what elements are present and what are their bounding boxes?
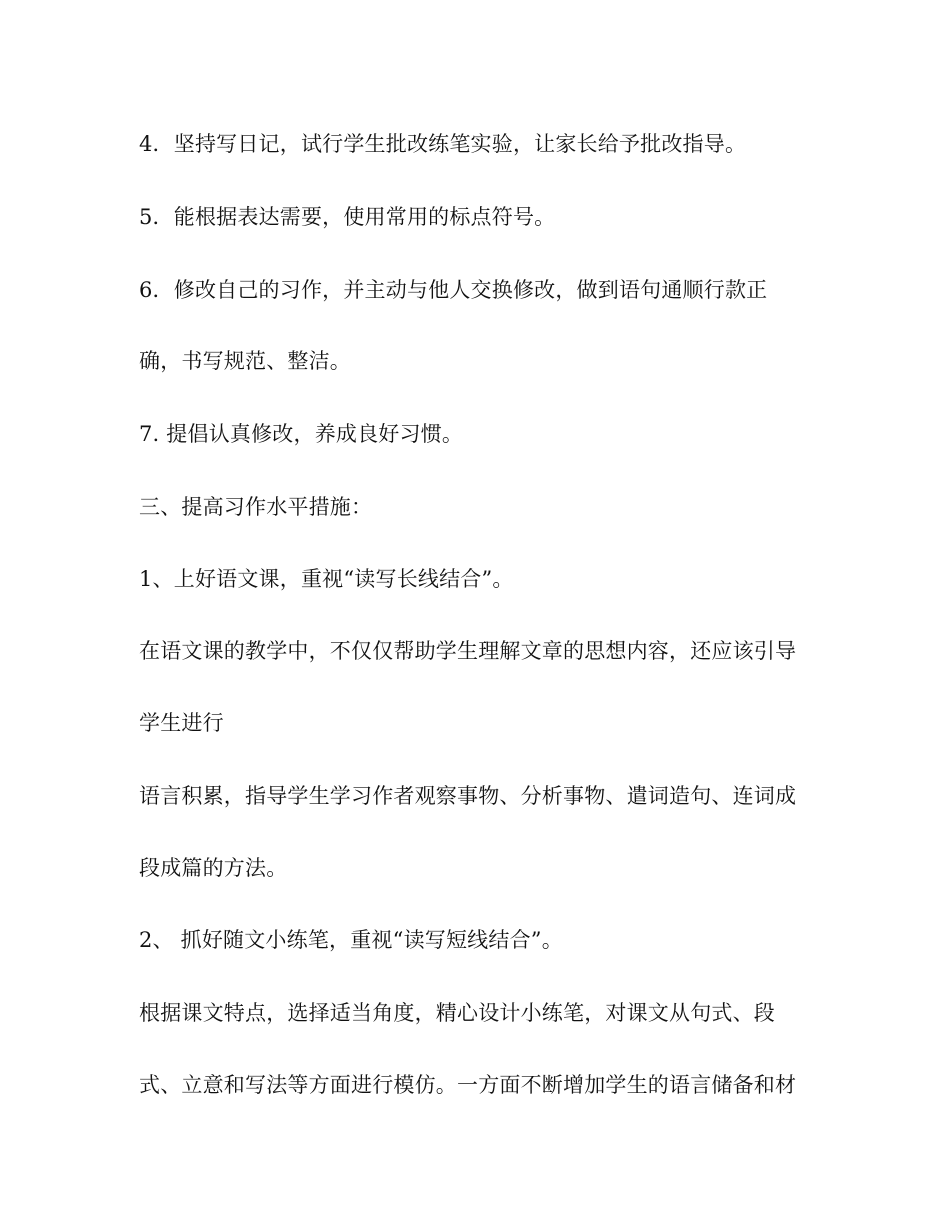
text-line: 在语文课的教学中，不仅仅帮助学生理解文章的思想内容，还应该引导 [139, 639, 797, 663]
text-line: 6．修改自己的习作，并主动与他人交换修改，做到语句通顺行款正 [139, 278, 768, 302]
text-line: 4．坚持写日记，试行学生批改练笔实验，让家长给予批改指导。 [139, 132, 747, 156]
text-line: 段成篇的方法。 [139, 856, 288, 880]
text-line: 7. 提倡认真修改，养成良好习惯。 [139, 422, 464, 446]
text-line: 1、上好语文课，重视“读写长线结合”。 [139, 567, 514, 591]
section-heading: 三、提高习作水平措施： [139, 495, 373, 519]
text-line: 式、立意和写法等方面进行模仿。一方面不断增加学生的语言储备和材 [139, 1073, 797, 1097]
text-line: 学生进行 [139, 711, 224, 735]
text-line: 2、 抓好随文小练笔，重视“读写短线结合”。 [139, 928, 563, 952]
text-line: 确，书写规范、整洁。 [139, 349, 351, 373]
text-line: 语言积累，指导学生学习作者观察事物、分析事物、遣词造句、连词成 [139, 784, 797, 808]
text-line: 5．能根据表达需要，使用常用的标点符号。 [139, 205, 556, 229]
text-line: 根据课文特点，选择适当角度，精心设计小练笔，对课文从句式、段 [139, 1001, 775, 1025]
